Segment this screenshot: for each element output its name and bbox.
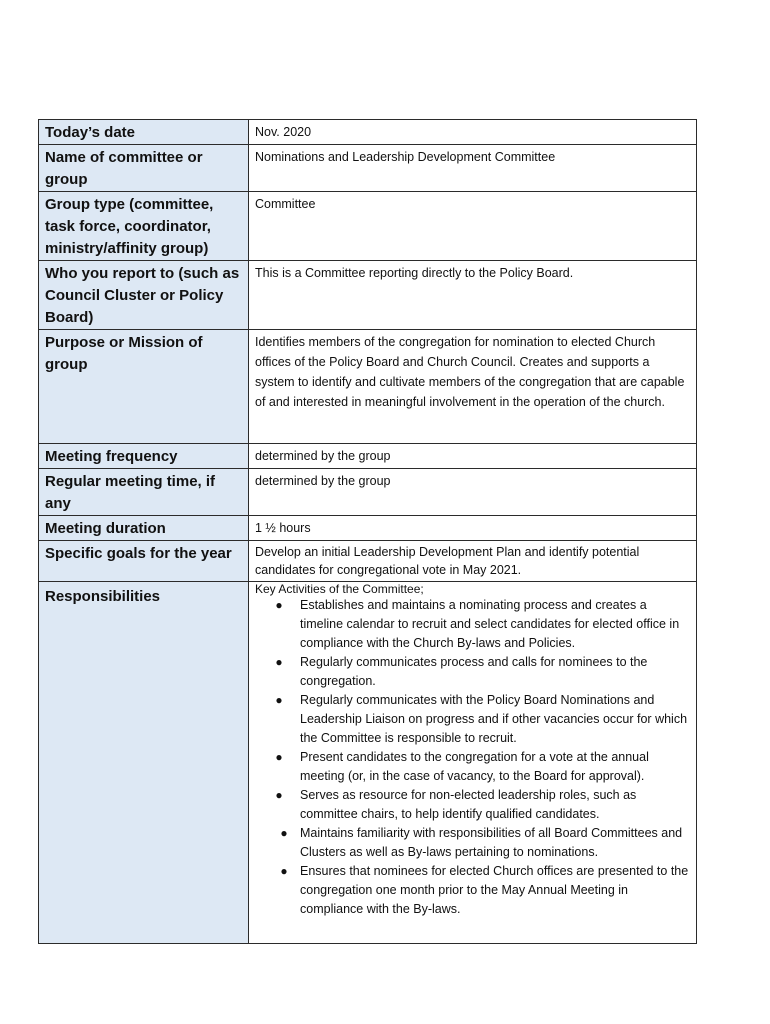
row-label: Purpose or Mission of group <box>39 330 249 444</box>
table-row <box>39 192 697 261</box>
table-row <box>39 582 697 944</box>
table-row <box>39 330 697 444</box>
bullet-icon: ● <box>275 655 283 669</box>
bullet-icon: ● <box>275 750 283 764</box>
list-item-text: Ensures that nominees for elected Church offices are presented to the congregation one month prior to the May Annual Meeting in compliance with the By-laws. <box>300 864 689 916</box>
committee-info-table <box>38 119 697 944</box>
row-label: Meeting duration <box>39 516 249 541</box>
list-item <box>255 748 691 786</box>
row-value: This is a Committee reporting directly to the Policy Board. <box>249 261 697 330</box>
list-item <box>255 691 691 748</box>
row-value: Develop an initial Leadership Development Plan and identify potential candidates for congregational vote in May 2021. <box>249 541 697 582</box>
row-label: Name of committee or group <box>39 145 249 192</box>
table-row <box>39 120 697 145</box>
list-item-text: Maintains familiarity with responsibilities of all Board Committees and Clusters as well as By-laws pertaining to nominations. <box>300 826 683 859</box>
responsibilities-intro: Key Activities of the Committee; <box>255 582 424 596</box>
responsibilities-label: Responsibilities <box>39 582 249 944</box>
table-row <box>39 469 697 516</box>
row-label: Who you report to (such as Council Cluster or Policy Board) <box>39 261 249 330</box>
responsibilities-value <box>249 582 697 944</box>
row-value: 1 ½ hours <box>249 516 697 541</box>
table-row <box>39 145 697 192</box>
bullet-icon: ● <box>275 598 283 612</box>
row-value: Committee <box>249 192 697 261</box>
row-label: Regular meeting time, if any <box>39 469 249 516</box>
row-label: Specific goals for the year <box>39 541 249 582</box>
row-label: Group type (committee, task force, coordinator, ministry/affinity group) <box>39 192 249 261</box>
row-value: Nov. 2020 <box>249 120 697 145</box>
bullet-icon: ● <box>280 826 288 840</box>
bullet-icon: ● <box>280 864 288 878</box>
list-item <box>255 862 691 919</box>
list-item <box>255 824 691 862</box>
table-row <box>39 541 697 582</box>
table-row <box>39 261 697 330</box>
list-item <box>255 786 691 824</box>
row-value: Identifies members of the congregation for nomination to elected Church offices of the Policy Board and Church Council. Creates and supports a system to identify and cultivate members of the congregation that are capable of and interested in meaningful involvement in the operation of the church. <box>249 330 697 444</box>
table-row <box>39 444 697 469</box>
bullet-icon: ● <box>275 693 283 707</box>
list-item-text: Regularly communicates with the Policy Board Nominations and Leadership Liaison on progress and if other vacancies occur for which the Committee is responsible to recruit. <box>300 693 688 745</box>
list-item-text: Establishes and maintains a nominating process and creates a timeline calendar to recruit and select candidates for elected office in compliance with the Church By-laws and Policies. <box>300 598 680 650</box>
row-label: Today’s date <box>39 120 249 145</box>
table-row <box>39 516 697 541</box>
row-value: Nominations and Leadership Development Committee <box>249 145 697 192</box>
list-item <box>255 596 691 653</box>
bullet-icon: ● <box>275 788 283 802</box>
list-item-text: Serves as resource for non-elected leadership roles, such as committee chairs, to help identify qualified candidates. <box>300 788 637 821</box>
row-value: determined by the group <box>249 469 697 516</box>
row-label: Meeting frequency <box>39 444 249 469</box>
list-item <box>255 653 691 691</box>
row-value: determined by the group <box>249 444 697 469</box>
list-item-text: Present candidates to the congregation for a vote at the annual meeting (or, in the case of vacancy, to the Board for approval). <box>300 750 649 783</box>
responsibilities-list <box>255 596 691 919</box>
list-item-text: Regularly communicates process and calls for nominees to the congregation. <box>300 655 648 688</box>
